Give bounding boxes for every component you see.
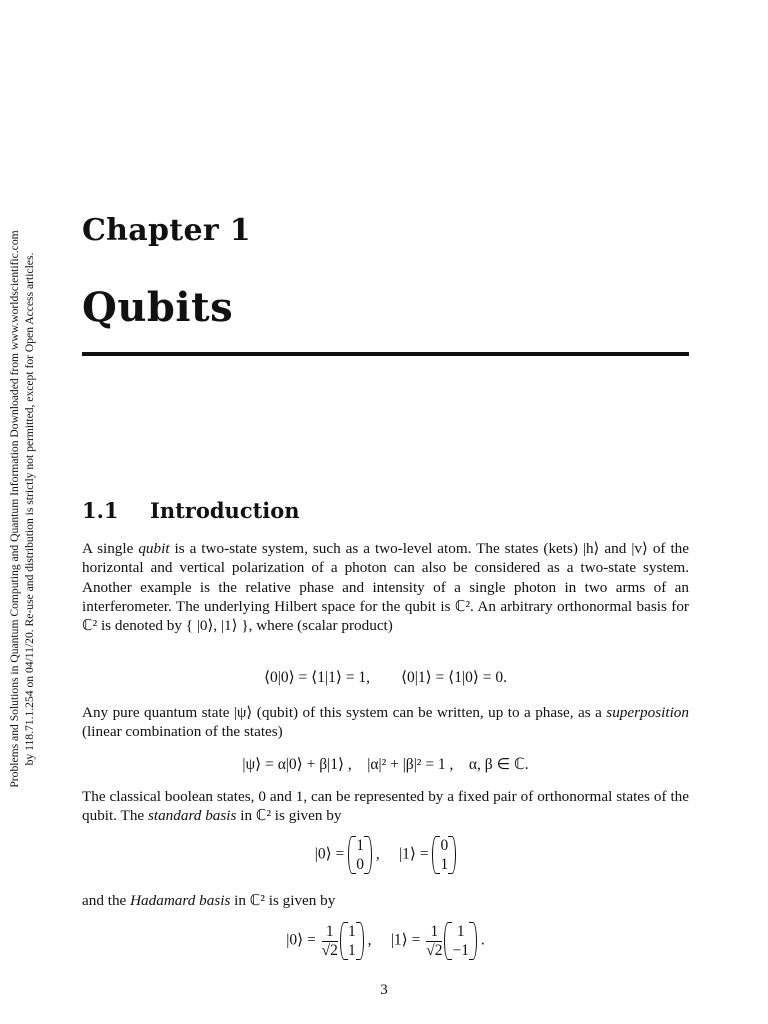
one-over-sqrt-two — [426, 923, 442, 960]
one-over-sqrt-two — [322, 923, 338, 960]
term-qubit: qubit — [138, 540, 170, 557]
separator: , — [371, 845, 400, 863]
ket-one-label: |1⟩ = — [399, 845, 433, 863]
separator: , — [363, 931, 391, 949]
paragraph-1-text-b: is a two-state system, such as a two-level atom. The states (kets) |h⟩ and |v⟩ of the horizontal and vertical polarization of a photon can also be considered as a two-state system. Another example is the relative phase and intensity of a single photon in two arms of an interferometer. The underlying Hilbert space for the qubit is ℂ². An arbitrary orthonormal basis for ℂ² is denoted by { |0⟩, |1⟩ }, where (scalar product) — [82, 540, 689, 635]
ket-one-label: |1⟩ = — [390, 931, 425, 949]
paragraph-4 — [82, 891, 689, 910]
download-notice — [2, 198, 42, 820]
term-standard-basis: standard basis — [147, 807, 237, 825]
paragraph-3 — [82, 787, 689, 826]
chapter-title: Qubits — [82, 284, 234, 331]
paragraph-4-text-b: in ℂ² is given by — [230, 892, 336, 909]
download-notice-line-1: Problems and Solutions in Quantum Computing and Quantum Information Downloaded from www.worldscientific.com — [8, 230, 21, 788]
paragraph-2-text-b: (linear combination of the states) — [82, 723, 283, 741]
equation-end: . — [476, 931, 485, 949]
vector-entry: 1 — [440, 856, 449, 873]
page-number: 3 — [380, 982, 388, 998]
fraction-denominator: √2 — [426, 941, 443, 959]
term-hadamard-basis: Hadamard basis — [130, 892, 231, 909]
vector-entry: 0 — [356, 856, 364, 873]
paragraph-2-text-a: Any pure quantum state |ψ⟩ (qubit) of this system can be written, up to a phase, as a — [82, 704, 607, 721]
paragraph-1 — [82, 539, 689, 635]
column-vector-minus — [444, 922, 477, 960]
vector-entry: 0 — [440, 837, 449, 854]
paragraph-3-text-b: in ℂ² is given by — [236, 807, 342, 825]
paragraph-2 — [82, 703, 689, 742]
section-heading — [82, 498, 300, 523]
column-vector-zero — [348, 836, 372, 874]
chapter-rule — [82, 352, 689, 356]
column-vector-one — [432, 836, 456, 874]
paragraph-3-text-a: The classical boolean states, 0 and 1, can be represented by a fixed pair of orthonormal states of the qubit. The — [82, 788, 689, 825]
section-number: 1.1 — [82, 498, 119, 523]
vector-entry: 1 — [347, 942, 356, 959]
download-notice-line-2: by 118.71.1.254 on 04/11/20. Re-use and distribution is strictly not permitted, except for Open Access articles. — [23, 252, 36, 766]
ket-zero-label: |0⟩ = — [286, 931, 320, 949]
vector-entry: 1 — [347, 923, 356, 940]
fraction-numerator: 1 — [322, 923, 338, 942]
equation-standard-basis — [82, 836, 689, 874]
fraction-numerator: 1 — [426, 923, 442, 942]
equation-scalar-product: ⟨0|0⟩ = ⟨1|1⟩ = 1, ⟨0|1⟩ = ⟨1|0⟩ = 0. — [263, 669, 507, 686]
chapter-label: Chapter 1 — [82, 213, 251, 248]
paragraph-4-text-a: and the — [82, 892, 131, 909]
vector-entry: −1 — [452, 942, 469, 959]
paragraph-1-text-a: A single — [82, 540, 139, 557]
fraction-denominator: √2 — [321, 941, 338, 959]
vector-entry: 1 — [356, 837, 364, 854]
ket-zero-label: |0⟩ = — [314, 845, 349, 863]
section-title: Introduction — [150, 498, 300, 523]
term-superposition: superposition — [606, 704, 689, 721]
equation-hadamard-basis — [82, 922, 689, 960]
vector-entry: 1 — [456, 923, 465, 940]
column-vector-plus — [340, 922, 364, 960]
equation-superposition: |ψ⟩ = α|0⟩ + β|1⟩ , |α|² + |β|² = 1 , α, β ∈ ℂ. — [242, 756, 529, 773]
